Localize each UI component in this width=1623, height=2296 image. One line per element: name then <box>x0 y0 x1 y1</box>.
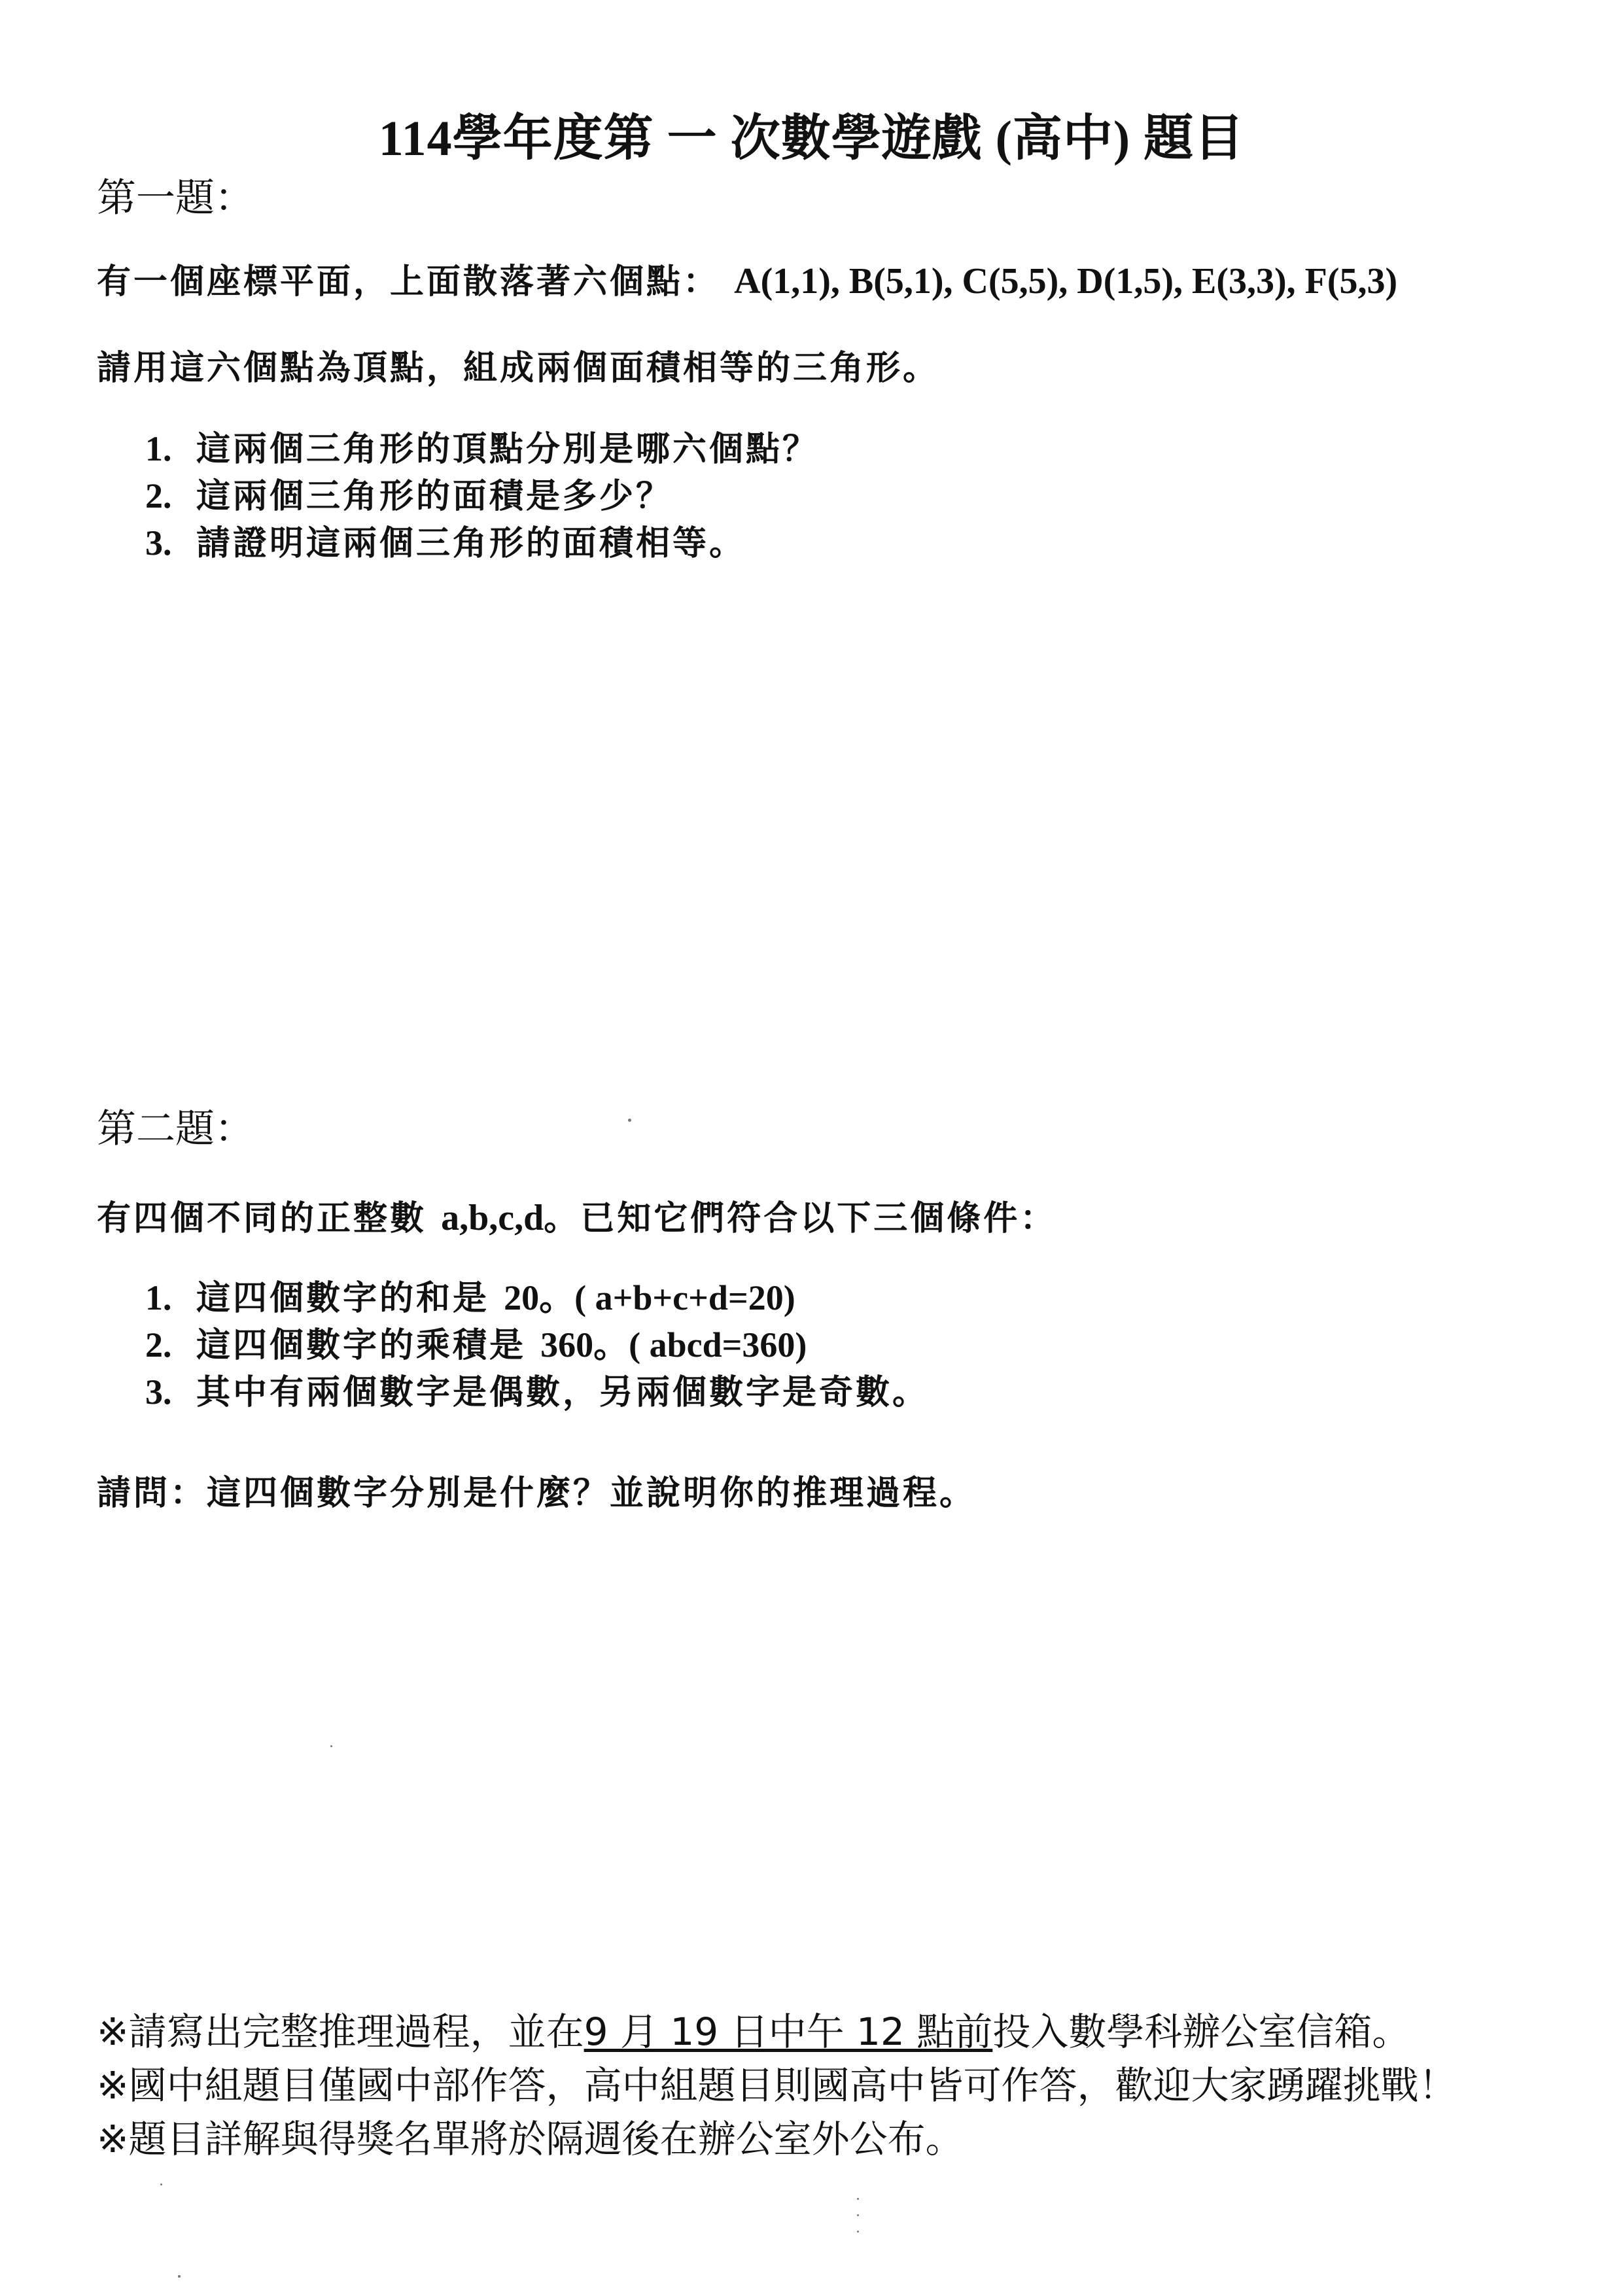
list-item-number: 2. <box>145 1325 172 1365</box>
q2-intro-text-b: 。已知它們符合以下三個條件： <box>544 1198 1057 1238</box>
list-item-text: 這四個數字的和是 <box>196 1278 490 1318</box>
list-item <box>145 472 819 519</box>
q2-item-list <box>145 1274 929 1416</box>
list-item <box>145 519 819 566</box>
scan-speck <box>160 2183 162 2185</box>
list-item-text: 其中有兩個數字是偶數，另兩個數字是奇數。 <box>196 1372 930 1412</box>
list-item-text: 這四個數字的乘積是 <box>196 1325 527 1365</box>
note-deadline-post: 投入數學科辦公室信箱。 <box>992 2009 1410 2054</box>
list-item-text: 這兩個三角形的面積是多少？ <box>196 476 673 516</box>
note-deadline <box>97 2005 1457 2059</box>
list-item-text: 請證明這兩個三角形的面積相等。 <box>196 523 746 563</box>
q2-intro-vars: a,b,c,d <box>441 1198 544 1238</box>
scan-speck <box>857 2198 859 2200</box>
note-deadline-pre: ※請寫出完整推理過程，並在 <box>97 2009 584 2054</box>
note-announcement: ※題目詳解與得獎名單將於隔週後在辦公室外公布。 <box>97 2117 964 2161</box>
q2-heading: 第二題： <box>97 1106 254 1152</box>
q2-intro <box>97 1191 1056 1240</box>
scan-speck <box>178 2275 181 2278</box>
q1-intro-points: A(1,1), B(5,1), C(5,5), D(1,5), E(3,3), F(5,3) <box>734 261 1398 302</box>
note-deadline-date: 9 月 19 日中午 12 點前 <box>584 2009 993 2054</box>
scan-speck <box>628 1119 631 1122</box>
list-item <box>145 1274 929 1321</box>
q1-intro <box>97 254 1397 303</box>
list-item-number: 1. <box>145 429 172 468</box>
q1-heading: 第一題： <box>97 175 254 221</box>
q1-instruction: 請用這六個點為頂點，組成兩個面積相等的三角形。 <box>97 348 940 388</box>
list-item-formula: 20。( a+b+c+d=20) <box>504 1278 795 1317</box>
note-eligibility: ※國中組題目僅國中部作答，高中組題目則國高中皆可作答，歡迎大家踴躍挑戰！ <box>97 2063 1457 2108</box>
list-item-number: 3. <box>145 1372 172 1412</box>
list-item <box>145 1321 929 1368</box>
list-item-number: 3. <box>145 523 172 563</box>
page-title: 114學年度第 一 次數學遊戲 (高中) 題目 <box>378 111 1245 166</box>
scan-speck <box>330 1745 332 1747</box>
q2-intro-text-a: 有四個不同的正整數 <box>97 1198 427 1238</box>
list-item <box>145 425 819 472</box>
list-item-text: 這兩個三角形的頂點分別是哪六個點？ <box>196 429 820 469</box>
list-item-number: 1. <box>145 1278 172 1317</box>
list-item <box>145 1368 929 1416</box>
footer-notes <box>97 2005 1457 2166</box>
q2-question: 請問：這四個數字分別是什麼？並說明你的推理過程。 <box>97 1473 977 1513</box>
q1-item-list <box>145 425 819 566</box>
list-item-formula: 360。( abcd=360) <box>540 1325 807 1365</box>
scan-speck <box>857 2214 859 2216</box>
q1-intro-text: 有一個座標平面，上面散落著六個點： <box>97 262 720 302</box>
scan-speck <box>857 2231 859 2233</box>
list-item-number: 2. <box>145 476 172 515</box>
